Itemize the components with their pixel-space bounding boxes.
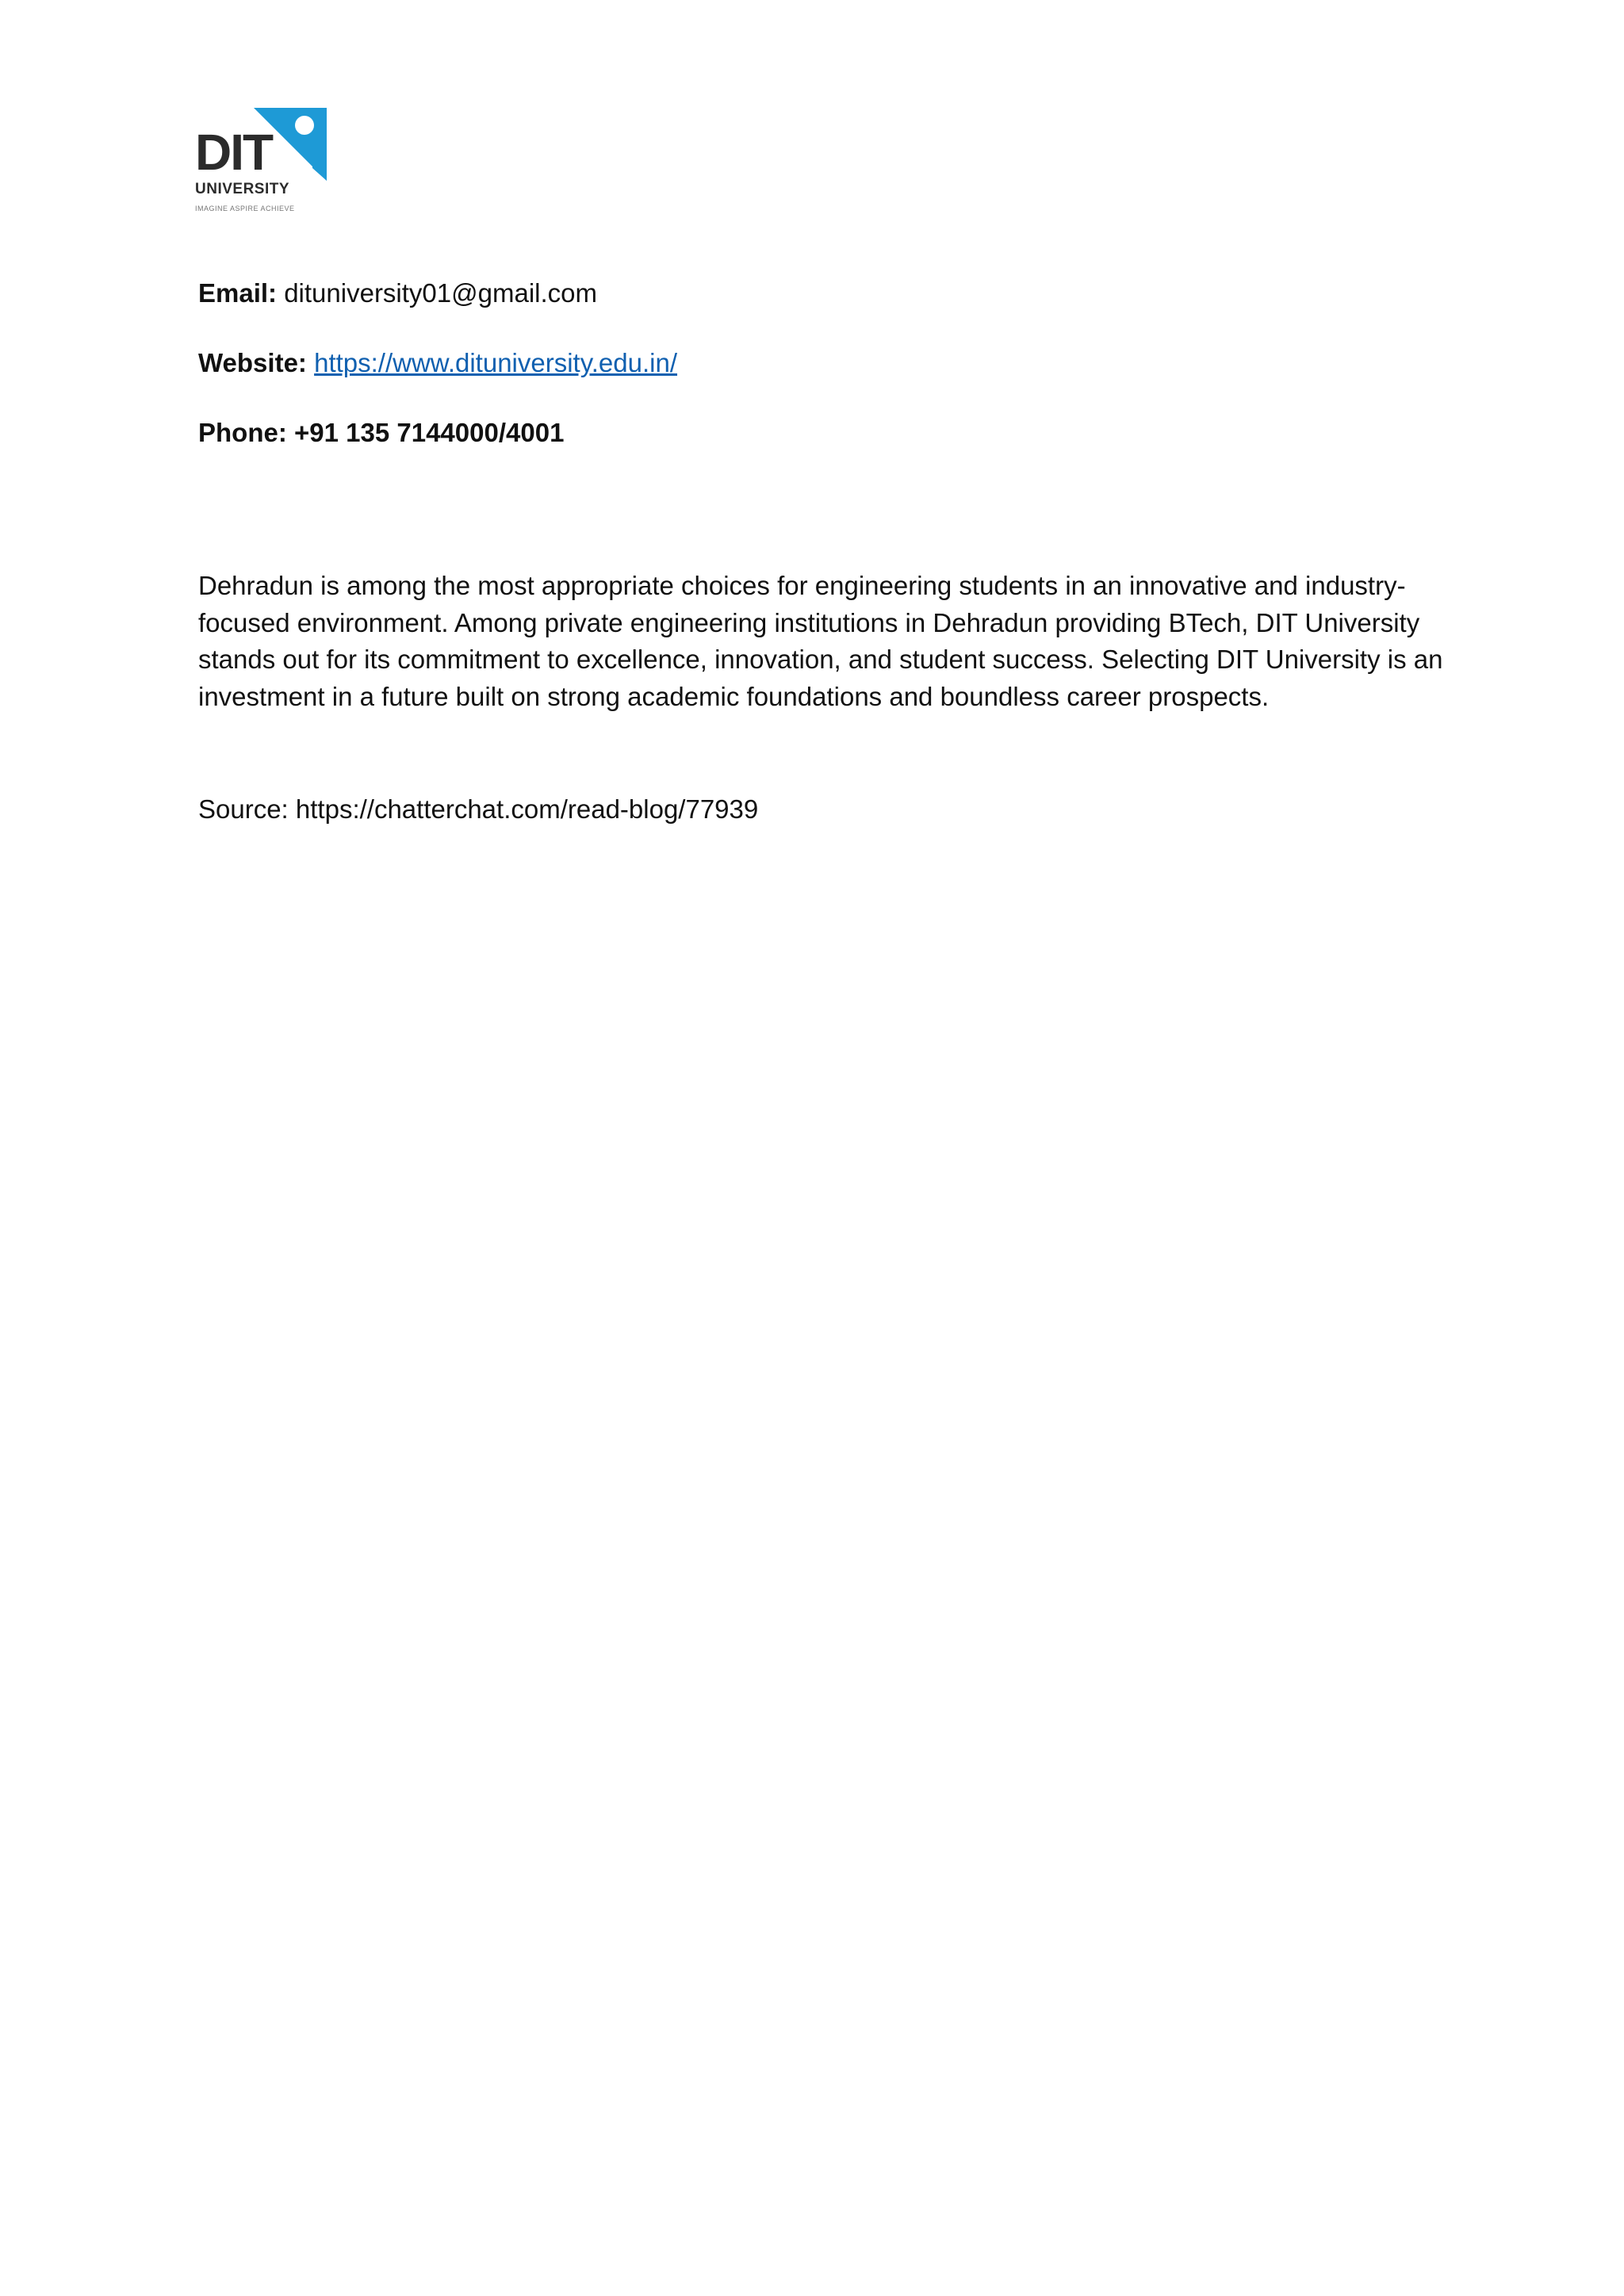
svg-text:UNIVERSITY: UNIVERSITY bbox=[195, 181, 290, 197]
website-row bbox=[198, 342, 1435, 384]
svg-text:DIT: DIT bbox=[195, 124, 273, 181]
phone-value: +91 135 7144000/4001 bbox=[294, 418, 565, 447]
phone-label: Phone: bbox=[198, 418, 294, 447]
website-link[interactable]: https://www.dituniversity.edu.in/ bbox=[314, 348, 678, 377]
email-label: Email: bbox=[198, 278, 285, 308]
website-label: Website: bbox=[198, 348, 315, 377]
phone-row bbox=[198, 412, 1435, 453]
source-line: Source: https://chatterchat.com/read-blog/77939 bbox=[198, 794, 759, 824]
body-paragraph: Dehradun is among the most appropriate choices for engineering students in an innovative and industry-focused environment. Among private engineering institutions in Dehradun providing BTech, DIT University stands out for its commitment to excellence, innovation, and student success. Selecting DIT University is an investment in a future built on strong academic foundations and boundless career prospects. bbox=[198, 571, 1443, 711]
dit-university-logo bbox=[195, 105, 330, 217]
email-value: dituniversity01@gmail.com bbox=[284, 278, 598, 308]
email-row bbox=[198, 273, 1435, 314]
svg-text:IMAGINE ASPIRE ACHIEVE: IMAGINE ASPIRE ACHIEVE bbox=[195, 205, 295, 212]
contact-info bbox=[198, 273, 1435, 482]
